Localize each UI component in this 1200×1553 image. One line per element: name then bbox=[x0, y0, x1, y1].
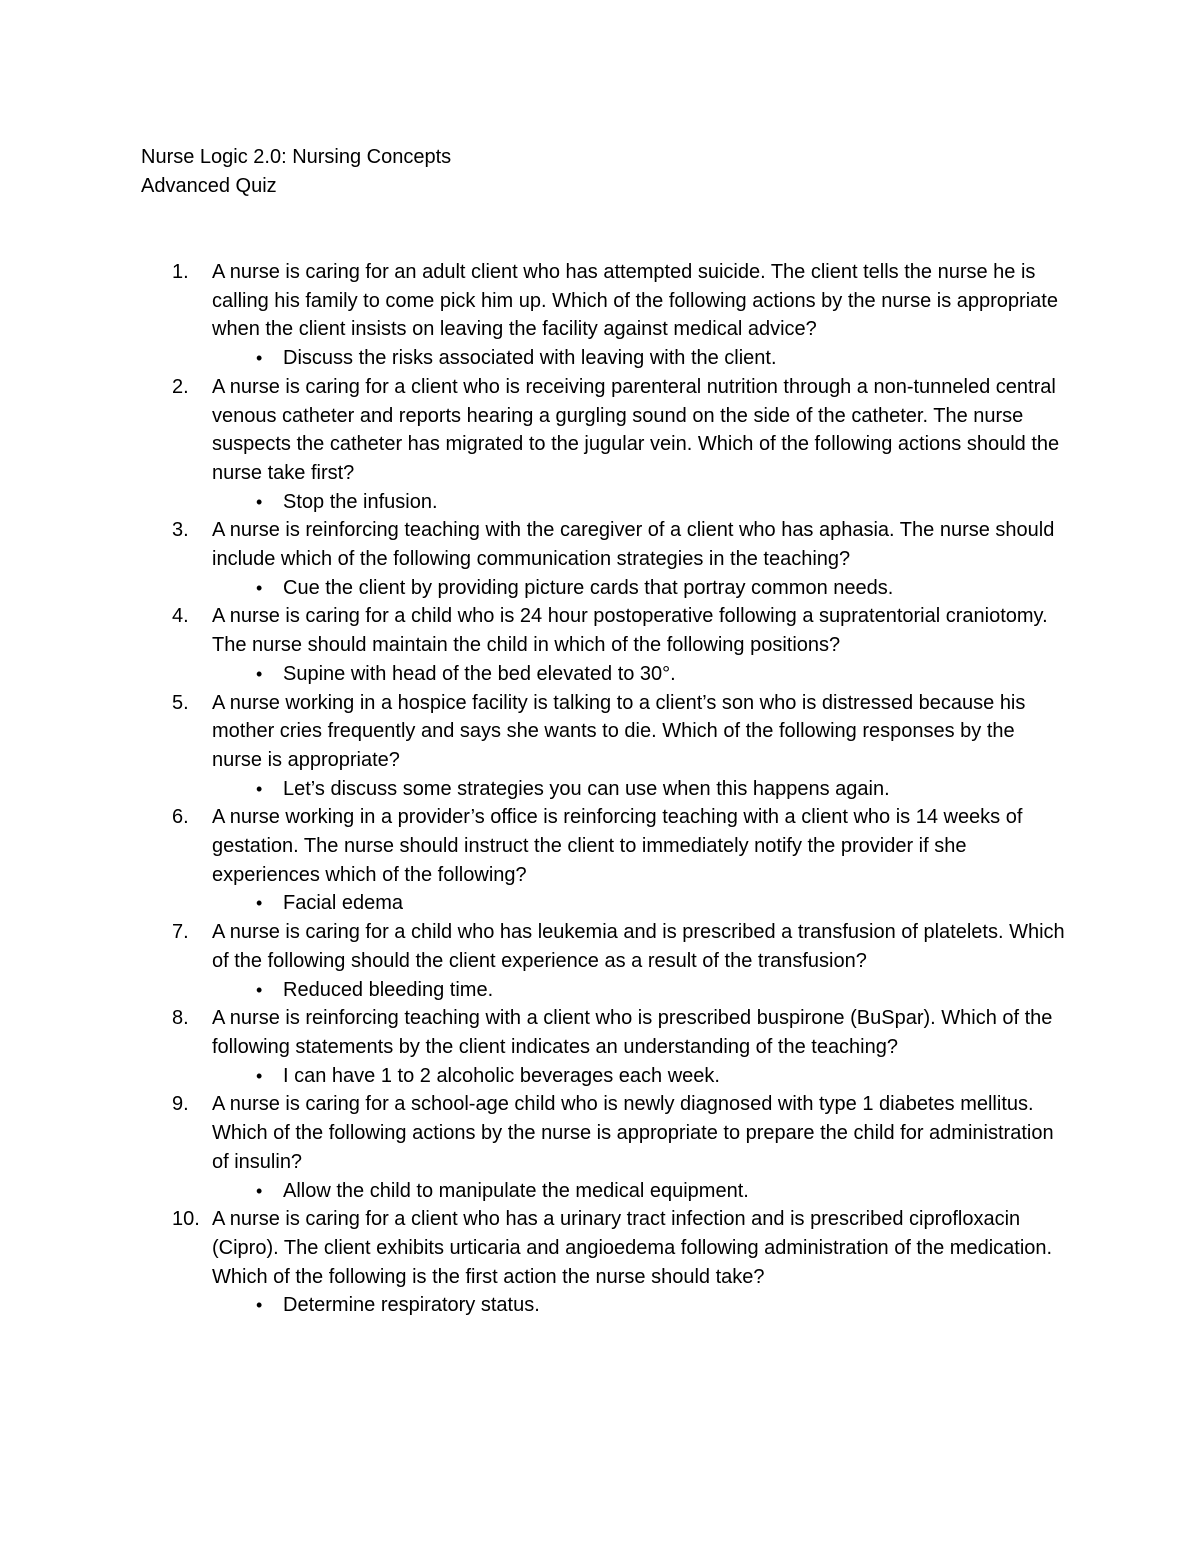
answer-item bbox=[212, 344, 1069, 373]
question-text: A nurse is caring for a child who has leukemia and is prescribed a transfusion of platelets. Which of the following should the client experience as a result of the transfusion? bbox=[212, 921, 1065, 972]
question-item bbox=[141, 1090, 1069, 1205]
answer-text: Cue the client by providing picture cards that portray common needs. bbox=[283, 576, 894, 599]
answer-item bbox=[212, 1291, 1069, 1320]
answer-item bbox=[212, 488, 1069, 517]
question-number: 7. bbox=[172, 921, 189, 944]
bullet-icon: • bbox=[256, 577, 263, 598]
answer-text: Determine respiratory status. bbox=[283, 1294, 540, 1317]
bullet-icon: • bbox=[256, 491, 263, 512]
answer-item bbox=[212, 1062, 1069, 1091]
question-text: A nurse is caring for an adult client who has attempted suicide. The client tells the nurse he is calling his family to come pick him up. Which of the following actions by the nurse is appropriate when the client insists on leaving the facility against medical advice? bbox=[212, 261, 1058, 341]
question-item bbox=[141, 803, 1069, 918]
answer-text: Facial edema bbox=[283, 892, 404, 915]
answer-item bbox=[212, 1177, 1069, 1206]
question-text: A nurse is caring for a school-age child who is newly diagnosed with type 1 diabetes mellitus. Which of the following actions by the nurse is appropriate to prepare the child for administration of insulin? bbox=[212, 1093, 1054, 1173]
bullet-icon: • bbox=[256, 778, 263, 799]
question-number: 4. bbox=[172, 605, 189, 628]
document-subtitle: Advanced Quiz bbox=[141, 175, 277, 197]
answer-text: Discuss the risks associated with leaving with the client. bbox=[283, 347, 777, 370]
question-text: A nurse is caring for a child who is 24 hour postoperative following a supratentorial craniotomy. The nurse should maintain the child in which of the following positions? bbox=[212, 605, 1048, 657]
bullet-icon: • bbox=[256, 1180, 263, 1201]
answer-item bbox=[212, 889, 1069, 918]
document-title: Nurse Logic 2.0: Nursing Concepts bbox=[141, 146, 452, 168]
question-number: 9. bbox=[172, 1093, 189, 1116]
question-text: A nurse working in a hospice facility is talking to a client’s son who is distressed because his mother cries frequently and says she wants to die. Which of the following responses by the nurse is appropriate? bbox=[212, 691, 1026, 771]
answer-item bbox=[212, 660, 1069, 689]
question-item bbox=[141, 1004, 1069, 1090]
question-number: 10. bbox=[172, 1208, 200, 1231]
answer-text: Stop the infusion. bbox=[283, 490, 438, 513]
bullet-icon: • bbox=[256, 1295, 263, 1316]
bullet-icon: • bbox=[256, 893, 263, 914]
question-text: A nurse is reinforcing teaching with the caregiver of a client who has aphasia. The nurse should include which of the following communication strategies in the teaching? bbox=[212, 519, 1055, 571]
question-number: 1. bbox=[172, 261, 189, 283]
bullet-icon: • bbox=[256, 979, 263, 1000]
question-text: A nurse is caring for a client who has a urinary tract infection and is prescribed ciprofloxacin (Cipro). The client exhibits urticaria and angioedema following administration of the medication. Which of the following is the first action the nurse should take? bbox=[212, 1208, 1053, 1288]
question-number: 3. bbox=[172, 519, 189, 542]
bullet-icon: • bbox=[256, 1065, 263, 1086]
answer-text: Supine with head of the bed elevated to 30°. bbox=[283, 662, 676, 685]
question-text: A nurse is reinforcing teaching with a client who is prescribed buspirone (BuSpar). Which of the following statements by the client indicates an understanding of the teaching? bbox=[212, 1007, 1053, 1058]
question-item bbox=[141, 1205, 1069, 1320]
document-header bbox=[141, 143, 1061, 201]
question-item bbox=[141, 689, 1069, 804]
question-text: A nurse working in a provider’s office is reinforcing teaching with a client who is 14 weeks of gestation. The nurse should instruct the client to immediately notify the provider if she experiences which of the following? bbox=[212, 806, 1023, 886]
question-item bbox=[141, 373, 1069, 517]
bullet-icon: • bbox=[256, 663, 263, 684]
question-item bbox=[141, 918, 1069, 1004]
question-list bbox=[141, 258, 1069, 1320]
question-number: 2. bbox=[172, 375, 189, 398]
question-text: A nurse is caring for a client who is receiving parenteral nutrition through a non-tunneled central venous catheter and reports hearing a gurgling sound on the side of the catheter. The nurse suspects the catheter has migrated to the jugular vein. Which of the following actions should the nurse take first? bbox=[212, 375, 1060, 484]
question-item bbox=[141, 258, 1069, 373]
answer-item bbox=[212, 574, 1069, 603]
question-number: 8. bbox=[172, 1007, 189, 1030]
answer-text: Reduced bleeding time. bbox=[283, 978, 494, 1001]
question-number: 5. bbox=[172, 691, 189, 714]
question-item bbox=[141, 516, 1069, 602]
answer-text: I can have 1 to 2 alcoholic beverages each week. bbox=[283, 1064, 720, 1087]
answer-item bbox=[212, 976, 1069, 1005]
answer-text: Allow the child to manipulate the medical equipment. bbox=[283, 1179, 749, 1202]
question-item bbox=[141, 602, 1069, 688]
answer-item bbox=[212, 775, 1069, 804]
bullet-icon: • bbox=[256, 348, 263, 369]
question-number: 6. bbox=[172, 806, 189, 829]
answer-text: Let’s discuss some strategies you can use when this happens again. bbox=[283, 777, 890, 800]
